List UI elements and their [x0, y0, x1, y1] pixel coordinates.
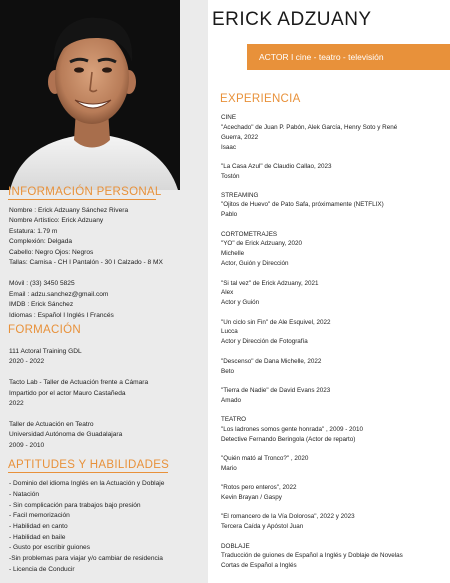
experience-line: TEATRO [221, 416, 247, 423]
experience-line: Pablo [221, 211, 238, 218]
personal-info-line: Idiomas : Español I Inglés I Francés [9, 312, 114, 319]
experience-line: Guerra, 2022 [221, 134, 259, 141]
experience-line: Actor y Dirección de Fotografía [221, 338, 308, 345]
experience-line: Lucca [221, 328, 238, 335]
role-banner: ACTOR I cine - teatro - televisión [247, 44, 450, 70]
education-line: 111 Actoral Training GDL [9, 348, 82, 355]
person-name: ERICK ADZUANY [212, 9, 372, 30]
education-line: Universidad Autónoma de Guadalajara [9, 431, 123, 438]
skills-line: - Facil memorización [9, 512, 70, 519]
experience-line: "Tierra de Nadie" de David Evans 2023 [221, 387, 331, 394]
experience-line: "Quién mató al Tronco?" , 2020 [221, 455, 309, 462]
experience-line: Isaac [221, 144, 237, 151]
personal-info-line: Email : adzu.sanchez@gmail.com [9, 291, 109, 298]
skills-line: -Sin problemas para viajar y/o cambiar de residencia [9, 555, 163, 562]
personal-info-line: Cabello: Negro Ojos: Negros [9, 249, 94, 256]
experience-line: Cortas de Español a Inglés [221, 562, 297, 569]
education-line: 2009 - 2010 [9, 442, 45, 449]
experience-line: STREAMING [221, 192, 259, 199]
skills-line: - Sin complicación para trabajos bajo presión [9, 502, 141, 509]
personal-info-line: Tallas: Camisa - CH I Pantalón - 30 I Calzado - 8 MX [9, 259, 163, 266]
experience-line: "Acechado" de Juan P. Pabón, Alek García, Henry Soto y René [221, 124, 398, 131]
skills-line: - Gusto por escribir guiones [9, 544, 90, 551]
experience-line: Tostón [221, 173, 240, 180]
experience-heading: EXPERIENCIA [220, 93, 301, 105]
profile-photo [0, 0, 180, 190]
experience-line: Tercera Caída y Apóstol Juan [221, 523, 304, 530]
skills-line: - Licencia de Conducir [9, 566, 75, 573]
experience-line: "Ojitos de Huevo" de Pato Safa, próximamente (NETFLIX) [221, 201, 384, 208]
experience-line: Michelle [221, 250, 245, 257]
experience-line: Actor, Guión y Dirección [221, 260, 289, 267]
education-line: Impartido por el actor Mauro Castañeda [9, 390, 126, 397]
experience-line: Amado [221, 397, 241, 404]
experience-line: "Los ladrones somos gente honrada" , 2009 - 2010 [221, 426, 364, 433]
experience-line: Detective Fernando Beringola (Actor de reparto) [221, 436, 356, 443]
skills-line: - Natación [9, 491, 40, 498]
personal-info-heading: INFORMACIÓN PERSONAL [8, 186, 162, 198]
experience-line: "El romancero de la Vía Dolorosa", 2022 y 2023 [221, 513, 355, 520]
education-heading: FORMACIÓN [8, 324, 81, 336]
experience-line: "Descenso" de Dana Michelle, 2022 [221, 358, 322, 365]
experience-line: Beto [221, 368, 234, 375]
experience-line: Alex [221, 289, 234, 296]
skills-line: - Habilidad en canto [9, 523, 68, 530]
education-line: 2020 - 2022 [9, 358, 45, 365]
experience-line: "Rotos pero enteros", 2022 [221, 484, 297, 491]
skills-heading: APTITUDES Y HABILIDADES [8, 459, 170, 471]
experience-line: Mario [221, 465, 237, 472]
education-line: Tacto Lab - Taller de Actuación frente a Cámara [9, 379, 149, 386]
personal-info-line: Nombre : Erick Adzuany Sánchez Rivera [9, 207, 129, 214]
experience-line: "YO" de Erick Adzuany, 2020 [221, 240, 303, 247]
experience-line: "Un ciclo sin Fin" de Ale Esquivel, 2022 [221, 319, 331, 326]
personal-info-line: Móvil : (33) 3450 5825 [9, 280, 75, 287]
portrait-illustration [0, 0, 180, 190]
skills-line: - Dominio del idioma Inglés en la Actuación y Doblaje [9, 480, 165, 487]
personal-info-line: Nombre Artístico: Erick Adzuany [9, 217, 104, 224]
experience-line: DOBLAJE [221, 543, 250, 550]
experience-line: CORTOMETRAJES [221, 231, 278, 238]
education-line: 2022 [9, 400, 24, 407]
personal-info-line: Estatura: 1.79 m [9, 228, 58, 235]
experience-line: CINE [221, 114, 237, 121]
personal-info-line: IMDB : Erick Sánchez [9, 301, 74, 308]
personal-info-line: Complexión: Delgada [9, 238, 73, 245]
experience-line: Traducción de guiones de Español a Inglés y Doblaje de Novelas [221, 552, 403, 559]
skills-line: - Habilidad en baile [9, 534, 66, 541]
experience-line: "Si tal vez" de Erick Adzuany, 2021 [221, 280, 319, 287]
experience-line: Kevin Brayan / Gaspy [221, 494, 282, 501]
experience-line: Actor y Guión [221, 299, 260, 306]
experience-line: "La Casa Azul" de Claudio Callao, 2023 [221, 163, 332, 170]
education-line: Taller de Actuación en Teatro [9, 421, 94, 428]
